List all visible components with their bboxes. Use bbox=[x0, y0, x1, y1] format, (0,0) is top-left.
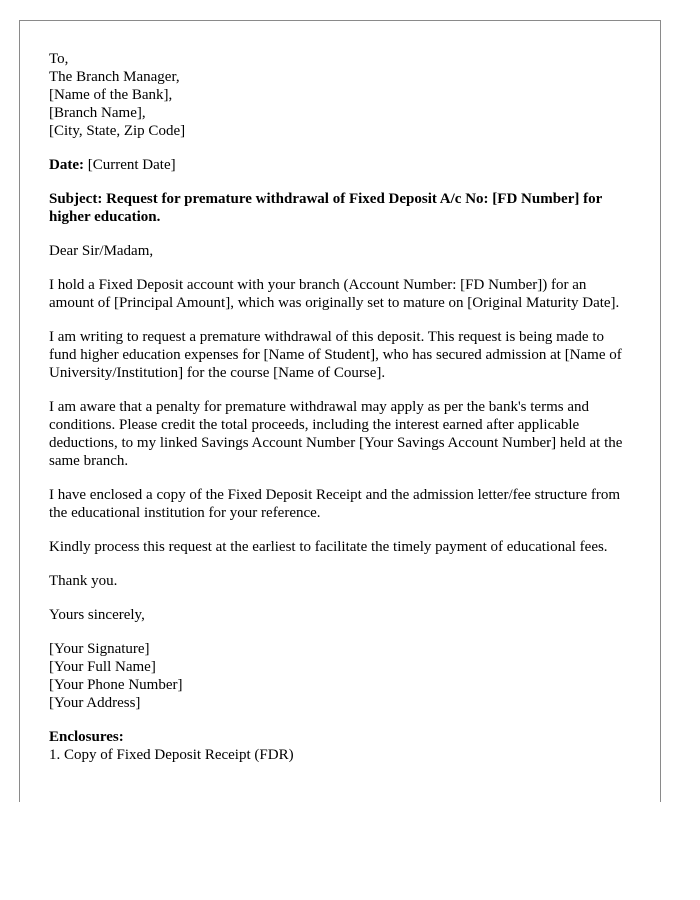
recipient-line: [City, State, Zip Code] bbox=[49, 123, 186, 139]
subject-line bbox=[49, 190, 634, 226]
phone-line: [Your Phone Number] bbox=[49, 677, 183, 693]
salutation: Dear Sir/Madam, bbox=[49, 243, 154, 259]
date-value: [Current Date] bbox=[87, 157, 176, 173]
recipient-line: [Name of the Bank], bbox=[49, 87, 173, 103]
body-paragraph: Kindly process this request at the earliest to facilitate the timely payment of educational fees. bbox=[49, 539, 608, 555]
enclosure-item: 1. Copy of Fixed Deposit Receipt (FDR) bbox=[49, 747, 294, 763]
thanks-line: Thank you. bbox=[49, 573, 118, 589]
signature-block bbox=[49, 640, 634, 712]
subject-text: Subject: Request for premature withdrawal of Fixed Deposit A/c No: [FD Number] for higher education. bbox=[49, 191, 602, 225]
letter-page bbox=[19, 20, 661, 802]
body-paragraph: I am writing to request a premature withdrawal of this deposit. This request is being made to fund higher education expenses for [Name of Student], who has secured admission at [Name of University/Institution] for the course [Name of Course]. bbox=[49, 329, 622, 381]
letter-content bbox=[49, 50, 634, 780]
full-name-line: [Your Full Name] bbox=[49, 659, 156, 675]
enclosures-heading: Enclosures: bbox=[49, 729, 124, 745]
body-paragraph: I am aware that a penalty for premature withdrawal may apply as per the bank's terms and conditions. Please credit the total proceeds, including the interest earned after applicable deductions, to my linked Savings Account Number [Your Savings Account Number] held at the same branch. bbox=[49, 399, 623, 469]
recipient-to: To, bbox=[49, 51, 69, 67]
address-line: [Your Address] bbox=[49, 695, 141, 711]
recipient-line: [Branch Name], bbox=[49, 105, 146, 121]
body-paragraph: I have enclosed a copy of the Fixed Deposit Receipt and the admission letter/fee structure from the educational institution for your reference. bbox=[49, 487, 621, 521]
closing-line: Yours sincerely, bbox=[49, 607, 145, 623]
date-label: Date: bbox=[49, 157, 84, 173]
recipient-address bbox=[49, 50, 634, 140]
date-line bbox=[49, 156, 634, 174]
body-paragraph: I hold a Fixed Deposit account with your branch (Account Number: [FD Number]) for an amount of [Principal Amount], which was originally set to mature on [Original Maturity Date]. bbox=[49, 277, 620, 311]
enclosures-section bbox=[49, 728, 634, 764]
recipient-line: The Branch Manager, bbox=[49, 69, 180, 85]
signature-line: [Your Signature] bbox=[49, 641, 150, 657]
